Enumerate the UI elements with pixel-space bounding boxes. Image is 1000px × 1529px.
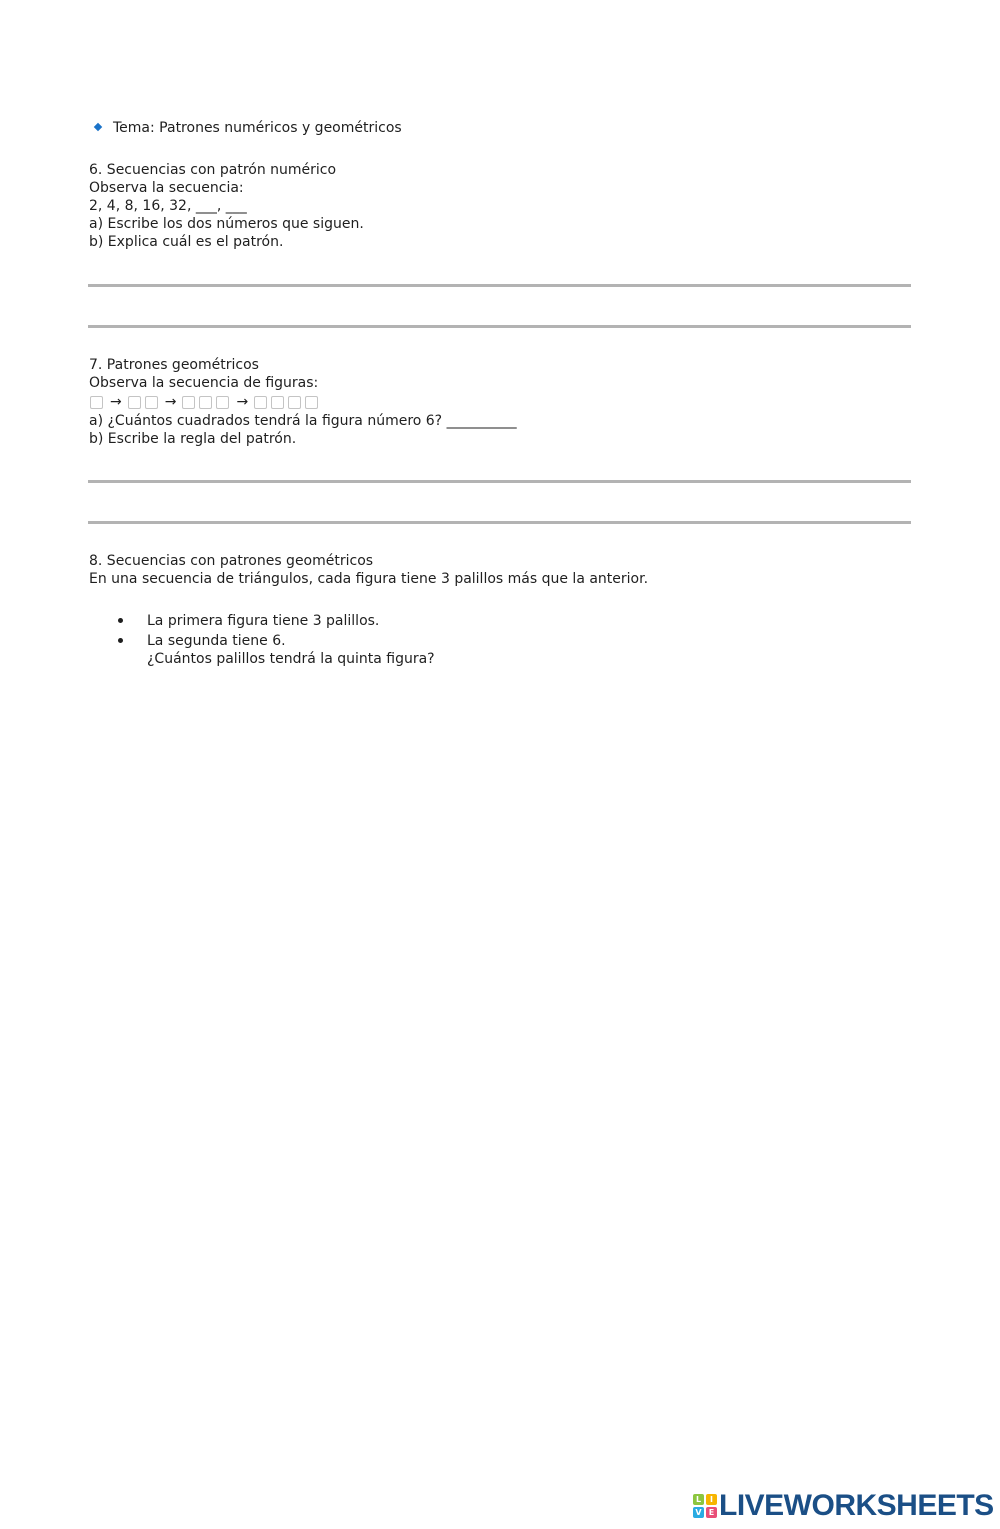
- q8-question: ¿Cuántos palillos tendrá la quinta figura?: [147, 651, 435, 667]
- q7-intro: Observa la secuencia de figuras:: [89, 375, 319, 391]
- q6-sequence: 2, 4, 8, 16, 32, ___, ___: [89, 198, 247, 214]
- q6-title: 6. Secuencias con patrón numérico: [89, 162, 337, 178]
- q6-part-a: a) Escribe los dos números que siguen.: [89, 216, 364, 232]
- bullet-dot-icon: [118, 638, 123, 643]
- q6-answer-line-2[interactable]: [88, 325, 911, 328]
- square-icon: [216, 396, 229, 409]
- q6-intro: Observa la secuencia:: [89, 180, 244, 196]
- q8-title: 8. Secuencias con patrones geométricos: [89, 553, 374, 569]
- topic-heading: [95, 119, 402, 137]
- q7-answer-line-2[interactable]: [88, 521, 911, 524]
- square-icon: [90, 396, 103, 409]
- q7-title: 7. Patrones geométricos: [89, 357, 259, 373]
- diamond-bullet-icon: [94, 123, 102, 131]
- liveworksheets-logo: [693, 1490, 994, 1522]
- logo-letter-tile: V: [693, 1507, 704, 1518]
- logo-text: LIVEWORKSHEETS: [719, 1489, 994, 1522]
- square-icon: [271, 396, 284, 409]
- q6-answer-line-1[interactable]: [88, 284, 911, 287]
- square-icon: [199, 396, 212, 409]
- q8-bullet-2: La segunda tiene 6.: [147, 633, 286, 649]
- arrow-right-icon: →: [110, 394, 122, 410]
- q7-figure-2: [128, 396, 162, 409]
- q7-figure-1: [90, 396, 107, 409]
- arrow-right-icon: →: [236, 394, 249, 410]
- square-icon: [254, 396, 267, 409]
- q7-figure-3: [182, 396, 233, 409]
- logo-letter-tile: L: [693, 1494, 704, 1505]
- q7-part-a: a) ¿Cuántos cuadrados tendrá la figura número 6? __________: [89, 413, 517, 429]
- arrow-right-icon: →: [164, 394, 177, 410]
- q7-part-b: b) Escribe la regla del patrón.: [89, 431, 297, 447]
- logo-letter-tile: E: [706, 1507, 717, 1518]
- square-icon: [305, 396, 318, 409]
- logo-letter-tile: I: [706, 1494, 717, 1505]
- bullet-dot-icon: [118, 618, 123, 623]
- square-icon: [288, 396, 301, 409]
- q8-intro: En una secuencia de triángulos, cada figura tiene 3 palillos más que la anterior.: [89, 571, 649, 587]
- square-icon: [182, 396, 195, 409]
- q7-figure-sequence: [90, 393, 322, 411]
- liveworksheets-logo-icon: [693, 1494, 717, 1518]
- q7-figure-4: [254, 396, 322, 409]
- square-icon: [128, 396, 141, 409]
- topic-text: Tema: Patrones numéricos y geométricos: [113, 120, 402, 136]
- q7-answer-line-1[interactable]: [88, 480, 911, 483]
- q6-part-b: b) Explica cuál es el patrón.: [89, 234, 284, 250]
- q8-bullet-1: La primera figura tiene 3 palillos.: [147, 613, 380, 629]
- square-icon: [145, 396, 158, 409]
